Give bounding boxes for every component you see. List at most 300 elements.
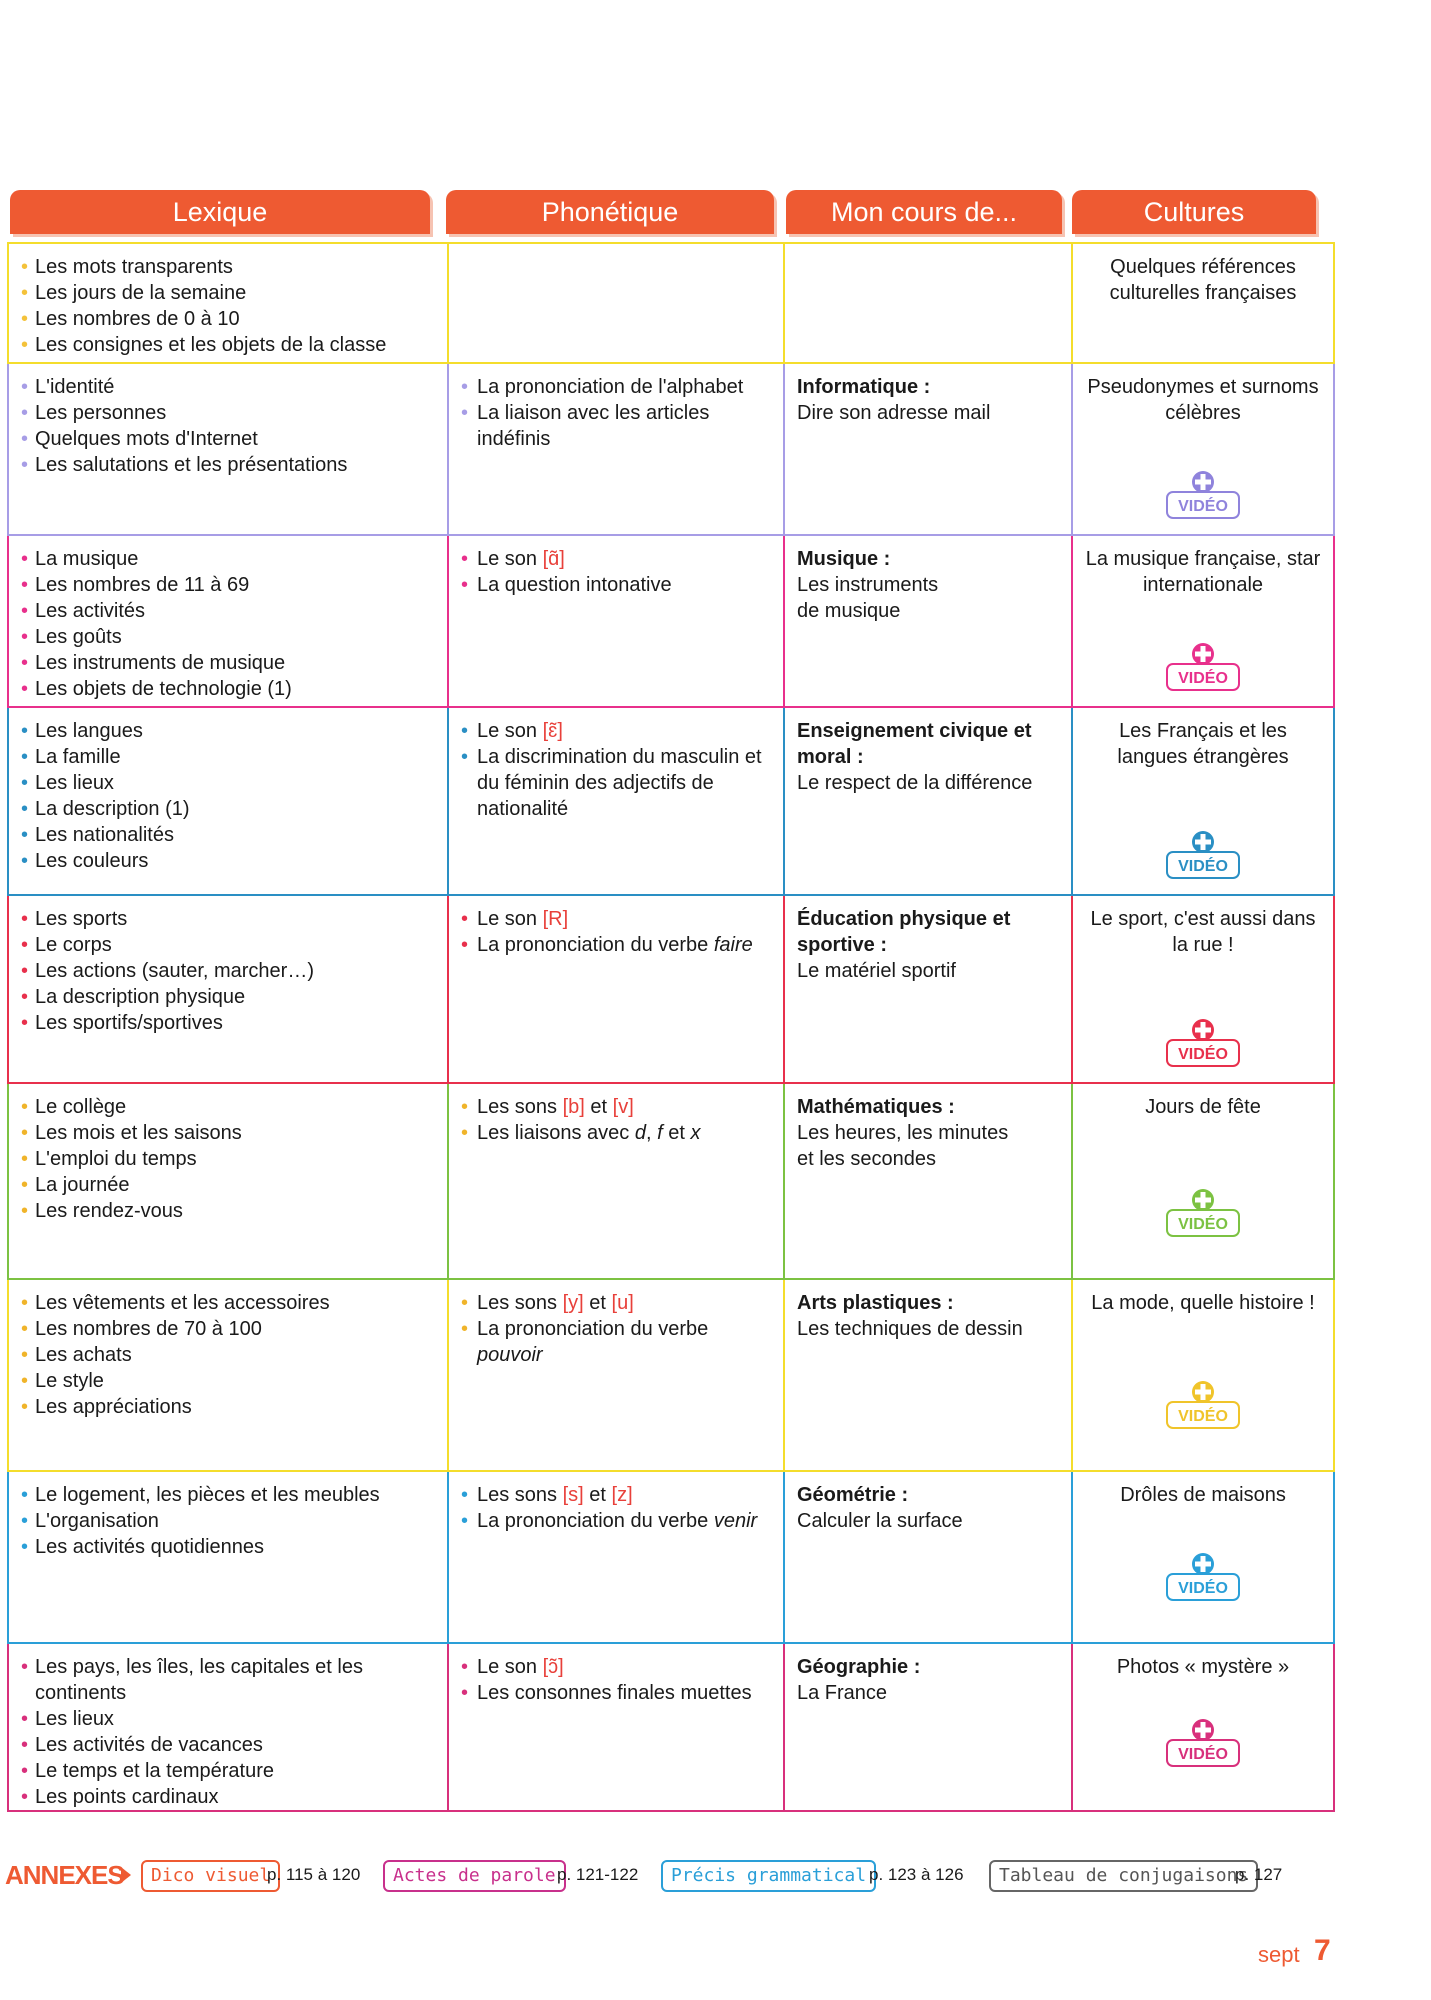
bullet-icon: • bbox=[21, 850, 29, 872]
lexique-text: La description (1) bbox=[35, 798, 190, 820]
page-number: 7 bbox=[1314, 1934, 1331, 1967]
lexique-text: Les nombres de 0 à 10 bbox=[35, 308, 240, 330]
cours-cell bbox=[784, 363, 1072, 535]
video-badge[interactable] bbox=[1085, 1016, 1321, 1068]
cours-text: La France bbox=[797, 1682, 888, 1704]
bullet-icon: • bbox=[21, 798, 29, 820]
list-item bbox=[21, 624, 435, 650]
cours-cell bbox=[784, 243, 1072, 363]
annex-precis-grammatical-pages: p. 123 à 126 bbox=[869, 1865, 964, 1884]
phonetique-text: faire bbox=[713, 934, 753, 956]
lexique-text: Les mots transparents bbox=[35, 256, 233, 278]
list-item bbox=[461, 744, 771, 822]
annex-dico-visuel[interactable]: Dico visuel bbox=[141, 1860, 280, 1892]
annex-tableau-conjugaisons-pages: p. 127 bbox=[1235, 1865, 1283, 1884]
list-item bbox=[461, 1094, 771, 1120]
phonetique-cell bbox=[448, 363, 784, 535]
cours-text: et les secondes bbox=[797, 1148, 936, 1170]
cours-text: Les instruments bbox=[797, 574, 939, 596]
bullet-icon: • bbox=[21, 1292, 29, 1314]
bullet-icon: • bbox=[21, 574, 29, 596]
video-badge[interactable] bbox=[1085, 828, 1321, 880]
lexique-text: Les sportifs/sportives bbox=[35, 1012, 223, 1034]
lexique-text: Les rendez-vous bbox=[35, 1200, 183, 1222]
cultures-cell bbox=[1072, 243, 1334, 363]
lexique-text: Le temps et la température bbox=[35, 1760, 275, 1782]
list-item bbox=[21, 1342, 435, 1368]
bullet-icon: • bbox=[21, 824, 29, 846]
video-badge[interactable] bbox=[1085, 1378, 1321, 1430]
phonetique-text: venir bbox=[713, 1510, 758, 1532]
lexique-text: Quelques mots d'Internet bbox=[35, 428, 258, 450]
video-badge[interactable] bbox=[1085, 1550, 1321, 1602]
lexique-list bbox=[21, 254, 435, 358]
video-badge[interactable] bbox=[1085, 1186, 1321, 1238]
cultures-text: La mode, quelle histoire ! bbox=[1091, 1292, 1315, 1314]
phonetique-text: Le son bbox=[477, 548, 543, 570]
cultures-text: La musique française, star internationale bbox=[1085, 548, 1321, 596]
list-item bbox=[21, 374, 435, 400]
phonetique-text: La prononciation du verbe bbox=[477, 934, 714, 956]
video-plus-icon bbox=[1165, 828, 1241, 880]
bullet-icon: • bbox=[21, 746, 29, 768]
phonetique-text: Les sons bbox=[477, 1292, 563, 1314]
list-item bbox=[461, 1120, 771, 1146]
bullet-icon: • bbox=[21, 1122, 29, 1144]
bullet-icon: • bbox=[461, 548, 469, 570]
bullet-icon: • bbox=[21, 1510, 29, 1532]
list-item bbox=[21, 796, 435, 822]
video-plus-icon bbox=[1165, 1716, 1241, 1768]
list-item bbox=[21, 650, 435, 676]
phonetique-text: Les consonnes finales muettes bbox=[477, 1682, 752, 1704]
phonetic-symbol: [ɔ̃] bbox=[542, 1656, 564, 1678]
lexique-cell bbox=[8, 535, 448, 707]
phonetique-list bbox=[461, 1290, 771, 1368]
cultures-text: Drôles de maisons bbox=[1120, 1484, 1286, 1506]
bullet-icon: • bbox=[461, 1656, 469, 1678]
lexique-list bbox=[21, 906, 435, 1036]
list-item bbox=[21, 906, 435, 932]
annexes-arrow-icon bbox=[121, 1867, 131, 1883]
list-item bbox=[21, 254, 435, 280]
bullet-icon: • bbox=[21, 934, 29, 956]
lexique-text: La journée bbox=[35, 1174, 130, 1196]
list-item bbox=[461, 932, 771, 958]
cultures-cell bbox=[1072, 707, 1334, 895]
phonetique-text: Le son bbox=[477, 1656, 543, 1678]
list-item bbox=[461, 1680, 771, 1706]
cours-text: Le respect de la différence bbox=[797, 772, 1033, 794]
lexique-text: Les nombres de 11 à 69 bbox=[35, 574, 250, 596]
phonetic-symbol: [u] bbox=[611, 1292, 634, 1314]
list-item bbox=[21, 1146, 435, 1172]
list-item bbox=[21, 744, 435, 770]
video-plus-icon bbox=[1165, 640, 1241, 692]
bullet-icon: • bbox=[461, 1484, 469, 1506]
cultures-cell bbox=[1072, 535, 1334, 707]
video-badge[interactable] bbox=[1085, 640, 1321, 692]
phonetique-cell bbox=[448, 243, 784, 363]
lexique-text: La famille bbox=[35, 746, 121, 768]
bullet-icon: • bbox=[21, 256, 29, 278]
phonetique-cell bbox=[448, 1471, 784, 1643]
bullet-icon: • bbox=[461, 934, 469, 956]
cours-cell bbox=[784, 1643, 1072, 1811]
phonetic-symbol: [ɛ̃] bbox=[542, 720, 563, 742]
cultures-cell bbox=[1072, 363, 1334, 535]
video-label: VIDÉO bbox=[1178, 1046, 1228, 1063]
bullet-icon: • bbox=[21, 402, 29, 424]
lexique-text: Les salutations et les présentations bbox=[35, 454, 348, 476]
bullet-icon: • bbox=[21, 1148, 29, 1170]
phonetique-text: pouvoir bbox=[477, 1344, 543, 1366]
bullet-icon: • bbox=[21, 960, 29, 982]
video-label: VIDÉO bbox=[1178, 1580, 1228, 1597]
bullet-icon: • bbox=[21, 376, 29, 398]
list-item bbox=[21, 1120, 435, 1146]
bullet-icon: • bbox=[21, 678, 29, 700]
list-item bbox=[21, 1290, 435, 1316]
bullet-icon: • bbox=[461, 574, 469, 596]
phonetique-list bbox=[461, 546, 771, 598]
phonetique-cell bbox=[448, 707, 784, 895]
lexique-text: Les activités quotidiennes bbox=[35, 1536, 265, 1558]
video-badge[interactable] bbox=[1085, 1716, 1321, 1768]
list-item bbox=[21, 1534, 435, 1560]
bullet-icon: • bbox=[21, 908, 29, 930]
phonetic-symbol: [y] bbox=[562, 1292, 584, 1314]
bullet-icon: • bbox=[461, 402, 469, 424]
phonetic-symbol: [z] bbox=[611, 1484, 633, 1506]
phonetique-list bbox=[461, 374, 771, 452]
list-item bbox=[21, 676, 435, 702]
lexique-list bbox=[21, 1654, 435, 1810]
list-item bbox=[21, 1706, 435, 1732]
video-label: VIDÉO bbox=[1178, 1408, 1228, 1425]
table-row bbox=[8, 1083, 1334, 1279]
video-plus-icon bbox=[1165, 468, 1241, 520]
video-badge[interactable] bbox=[1085, 468, 1321, 520]
list-item bbox=[461, 718, 771, 744]
lexique-text: La musique bbox=[35, 548, 139, 570]
lexique-cell bbox=[8, 1083, 448, 1279]
lexique-text: Les instruments de musique bbox=[35, 652, 286, 674]
bullet-icon: • bbox=[21, 1786, 29, 1808]
table-header-row bbox=[10, 190, 1320, 234]
video-label: VIDÉO bbox=[1178, 498, 1228, 515]
cultures-text: Pseudonymes et surnoms célèbres bbox=[1087, 376, 1319, 424]
header-cultures: Cultures bbox=[1072, 190, 1316, 234]
annex-precis-grammatical[interactable]: Précis grammatical bbox=[661, 1860, 876, 1892]
cours-cell bbox=[784, 1471, 1072, 1643]
lexique-text: Les lieux bbox=[35, 772, 114, 794]
cours-cell bbox=[784, 535, 1072, 707]
list-item bbox=[21, 1654, 435, 1706]
list-item bbox=[461, 906, 771, 932]
bullet-icon: • bbox=[21, 308, 29, 330]
phonetique-cell bbox=[448, 1083, 784, 1279]
phonetique-text: et bbox=[583, 1292, 612, 1314]
video-plus-icon bbox=[1165, 1550, 1241, 1602]
lexique-text: La description physique bbox=[35, 986, 246, 1008]
lexique-text: Le style bbox=[35, 1370, 104, 1392]
bullet-icon: • bbox=[21, 1174, 29, 1196]
phonetique-list bbox=[461, 1094, 771, 1146]
list-item bbox=[461, 400, 771, 452]
list-item bbox=[21, 1368, 435, 1394]
phonetique-list bbox=[461, 1482, 771, 1534]
bullet-icon: • bbox=[21, 1344, 29, 1366]
bullet-icon: • bbox=[21, 1096, 29, 1118]
bullet-icon: • bbox=[21, 600, 29, 622]
phonetique-text: d bbox=[634, 1122, 646, 1144]
list-item bbox=[21, 1316, 435, 1342]
lexique-text: Les couleurs bbox=[35, 850, 149, 872]
lexique-text: Les achats bbox=[35, 1344, 132, 1366]
list-item bbox=[21, 718, 435, 744]
cours-text: Calculer la surface bbox=[797, 1510, 963, 1532]
list-item bbox=[21, 546, 435, 572]
bullet-icon: • bbox=[21, 1656, 29, 1678]
list-item bbox=[21, 1758, 435, 1784]
list-item bbox=[21, 332, 435, 358]
video-plus-icon bbox=[1165, 1016, 1241, 1068]
table-row bbox=[8, 535, 1334, 707]
list-item bbox=[21, 1010, 435, 1036]
cultures-text: Jours de fête bbox=[1145, 1096, 1261, 1118]
bullet-icon: • bbox=[461, 1122, 469, 1144]
bullet-icon: • bbox=[21, 334, 29, 356]
bullet-icon: • bbox=[461, 1510, 469, 1532]
lexique-cell bbox=[8, 707, 448, 895]
list-item bbox=[21, 1482, 435, 1508]
list-item bbox=[21, 770, 435, 796]
video-plus-icon bbox=[1165, 1378, 1241, 1430]
lexique-text: Les sports bbox=[35, 908, 128, 930]
lexique-text: Les consignes et les objets de la classe bbox=[35, 334, 387, 356]
table-row bbox=[8, 1279, 1334, 1471]
lexique-text: Le logement, les pièces et les meubles bbox=[35, 1484, 380, 1506]
bullet-icon: • bbox=[21, 1012, 29, 1034]
lexique-text: L'organisation bbox=[35, 1510, 159, 1532]
phonetique-text: Le son bbox=[477, 908, 543, 930]
lexique-text: Les mois et les saisons bbox=[35, 1122, 242, 1144]
list-item bbox=[461, 1508, 771, 1534]
lexique-list bbox=[21, 374, 435, 478]
lexique-text: Les appréciations bbox=[35, 1396, 192, 1418]
list-item bbox=[21, 426, 435, 452]
lexique-text: Les nationalités bbox=[35, 824, 174, 846]
lexique-text: Les pays, les îles, les capitales et les continents bbox=[35, 1656, 363, 1704]
list-item bbox=[21, 1198, 435, 1224]
lexique-list bbox=[21, 1290, 435, 1420]
cours-subject: Arts plastiques : bbox=[797, 1292, 954, 1314]
video-label: VIDÉO bbox=[1178, 670, 1228, 687]
cultures-cell bbox=[1072, 1083, 1334, 1279]
list-item bbox=[461, 572, 771, 598]
bullet-icon: • bbox=[21, 986, 29, 1008]
header-lexique: Lexique bbox=[10, 190, 430, 234]
lexique-list bbox=[21, 718, 435, 874]
phonetique-cell bbox=[448, 1643, 784, 1811]
table-row bbox=[8, 895, 1334, 1083]
bullet-icon: • bbox=[21, 720, 29, 742]
list-item bbox=[21, 400, 435, 426]
cours-text: de musique bbox=[797, 600, 901, 622]
phonetique-text: et bbox=[584, 1096, 613, 1118]
cours-text: Les techniques de dessin bbox=[797, 1318, 1023, 1340]
lexique-cell bbox=[8, 1279, 448, 1471]
annex-tableau-conjugaisons[interactable]: Tableau de conjugaisons bbox=[989, 1860, 1258, 1892]
lexique-cell bbox=[8, 1471, 448, 1643]
bullet-icon: • bbox=[461, 720, 469, 742]
cours-cell bbox=[784, 1083, 1072, 1279]
video-label: VIDÉO bbox=[1178, 1216, 1228, 1233]
phonetique-text: La discrimination du masculin et du féminin des adjectifs de nationalité bbox=[477, 746, 762, 820]
list-item bbox=[21, 452, 435, 478]
phonetic-symbol: [b] bbox=[562, 1096, 585, 1118]
lexique-text: Les vêtements et les accessoires bbox=[35, 1292, 330, 1314]
lexique-text: Les objets de technologie (1) bbox=[35, 678, 292, 700]
list-item bbox=[21, 1508, 435, 1534]
phonetique-text: x bbox=[690, 1122, 701, 1144]
cultures-text: Quelques références culturelles françaises bbox=[1109, 256, 1297, 304]
cours-cell bbox=[784, 707, 1072, 895]
cultures-text: Photos « mystère » bbox=[1116, 1656, 1290, 1678]
list-item bbox=[21, 1732, 435, 1758]
phonetique-cell bbox=[448, 535, 784, 707]
list-item bbox=[21, 280, 435, 306]
list-item bbox=[21, 1394, 435, 1420]
bullet-icon: • bbox=[21, 548, 29, 570]
bullet-icon: • bbox=[21, 1708, 29, 1730]
lexique-text: Les actions (sauter, marcher…) bbox=[35, 960, 314, 982]
lexique-list bbox=[21, 1094, 435, 1224]
bullet-icon: • bbox=[21, 652, 29, 674]
bullet-icon: • bbox=[461, 908, 469, 930]
phonetique-text: La prononciation du verbe bbox=[477, 1510, 714, 1532]
list-item bbox=[461, 1290, 771, 1316]
video-label: VIDÉO bbox=[1178, 1746, 1228, 1763]
list-item bbox=[21, 958, 435, 984]
bullet-icon: • bbox=[21, 1484, 29, 1506]
phonetic-symbol: [R] bbox=[542, 908, 569, 930]
cultures-text: Le sport, c'est aussi dans la rue ! bbox=[1090, 908, 1316, 956]
phonetique-text: Le son bbox=[477, 720, 543, 742]
page-number-word: sept bbox=[1258, 1942, 1300, 1967]
cours-cell bbox=[784, 895, 1072, 1083]
cultures-cell bbox=[1072, 1471, 1334, 1643]
lexique-cell bbox=[8, 1643, 448, 1811]
bullet-icon: • bbox=[461, 1292, 469, 1314]
list-item bbox=[21, 1784, 435, 1810]
cultures-cell bbox=[1072, 1279, 1334, 1471]
bullet-icon: • bbox=[21, 428, 29, 450]
header-cours: Mon cours de... bbox=[786, 190, 1062, 234]
cours-subject: Géométrie : bbox=[797, 1484, 909, 1506]
list-item bbox=[21, 598, 435, 624]
cours-text: Les heures, les minutes bbox=[797, 1122, 1009, 1144]
lexique-text: Les activités de vacances bbox=[35, 1734, 263, 1756]
phonetique-text: Les sons bbox=[477, 1096, 563, 1118]
phonetique-text: La prononciation de l'alphabet bbox=[477, 376, 744, 398]
phonetique-text: Les sons bbox=[477, 1484, 563, 1506]
bullet-icon: • bbox=[21, 1734, 29, 1756]
lexique-text: Les langues bbox=[35, 720, 143, 742]
bullet-icon: • bbox=[21, 1760, 29, 1782]
annex-actes-de-parole[interactable]: Actes de parole bbox=[383, 1860, 566, 1892]
video-label: VIDÉO bbox=[1178, 858, 1228, 875]
lexique-list bbox=[21, 1482, 435, 1560]
lexique-cell bbox=[8, 243, 448, 363]
video-plus-icon bbox=[1165, 1186, 1241, 1238]
lexique-text: Les nombres de 70 à 100 bbox=[35, 1318, 262, 1340]
cours-subject: Mathématiques : bbox=[797, 1096, 955, 1118]
list-item bbox=[461, 1482, 771, 1508]
cultures-cell bbox=[1072, 895, 1334, 1083]
bullet-icon: • bbox=[461, 746, 469, 768]
phonetique-text: et bbox=[662, 1122, 691, 1144]
annex-dico-visuel-pages: p. 115 à 120 bbox=[267, 1865, 361, 1884]
cours-text: Le matériel sportif bbox=[797, 960, 956, 982]
table-row bbox=[8, 363, 1334, 535]
phonetic-symbol: [ɑ̃] bbox=[542, 548, 565, 570]
bullet-icon: • bbox=[461, 1096, 469, 1118]
list-item bbox=[21, 984, 435, 1010]
lexique-text: Les activités bbox=[35, 600, 146, 622]
annexes-bar bbox=[5, 1858, 1305, 1894]
cours-subject: Enseignement civique et moral : bbox=[797, 720, 1032, 768]
phonetique-list bbox=[461, 1654, 771, 1706]
bullet-icon: • bbox=[21, 626, 29, 648]
list-item bbox=[461, 546, 771, 572]
phonetique-text: La liaison avec les articles indéfinis bbox=[477, 402, 710, 450]
list-item bbox=[21, 822, 435, 848]
phonetique-text: , bbox=[646, 1122, 658, 1144]
list-item bbox=[21, 848, 435, 874]
cours-subject: Musique : bbox=[797, 548, 891, 570]
lexique-cell bbox=[8, 895, 448, 1083]
phonetic-symbol: [v] bbox=[612, 1096, 634, 1118]
list-item bbox=[461, 1316, 771, 1368]
annexes-title: ANNEXES bbox=[5, 1860, 124, 1890]
cultures-text: Les Français et les langues étrangères bbox=[1117, 720, 1289, 768]
bullet-icon: • bbox=[21, 454, 29, 476]
phonetique-cell bbox=[448, 895, 784, 1083]
bullet-icon: • bbox=[21, 772, 29, 794]
lexique-text: L'emploi du temps bbox=[35, 1148, 197, 1170]
phonetique-text: La question intonative bbox=[477, 574, 672, 596]
bullet-icon: • bbox=[21, 1200, 29, 1222]
bullet-icon: • bbox=[21, 1536, 29, 1558]
lexique-text: Le corps bbox=[35, 934, 112, 956]
cultures-cell bbox=[1072, 1643, 1334, 1811]
lexique-text: Les lieux bbox=[35, 1708, 114, 1730]
annex-actes-de-parole-pages: p. 121-122 bbox=[557, 1865, 639, 1884]
lexique-text: Les personnes bbox=[35, 402, 167, 424]
lexique-text: Les points cardinaux bbox=[35, 1786, 219, 1808]
lexique-text: Le collège bbox=[35, 1096, 127, 1118]
cours-subject: Informatique : bbox=[797, 376, 931, 398]
list-item bbox=[21, 306, 435, 332]
phonetic-symbol: [s] bbox=[562, 1484, 584, 1506]
bullet-icon: • bbox=[461, 1318, 469, 1340]
table-row bbox=[8, 707, 1334, 895]
phonetique-list bbox=[461, 718, 771, 822]
list-item bbox=[21, 1172, 435, 1198]
lexique-text: Les jours de la semaine bbox=[35, 282, 247, 304]
